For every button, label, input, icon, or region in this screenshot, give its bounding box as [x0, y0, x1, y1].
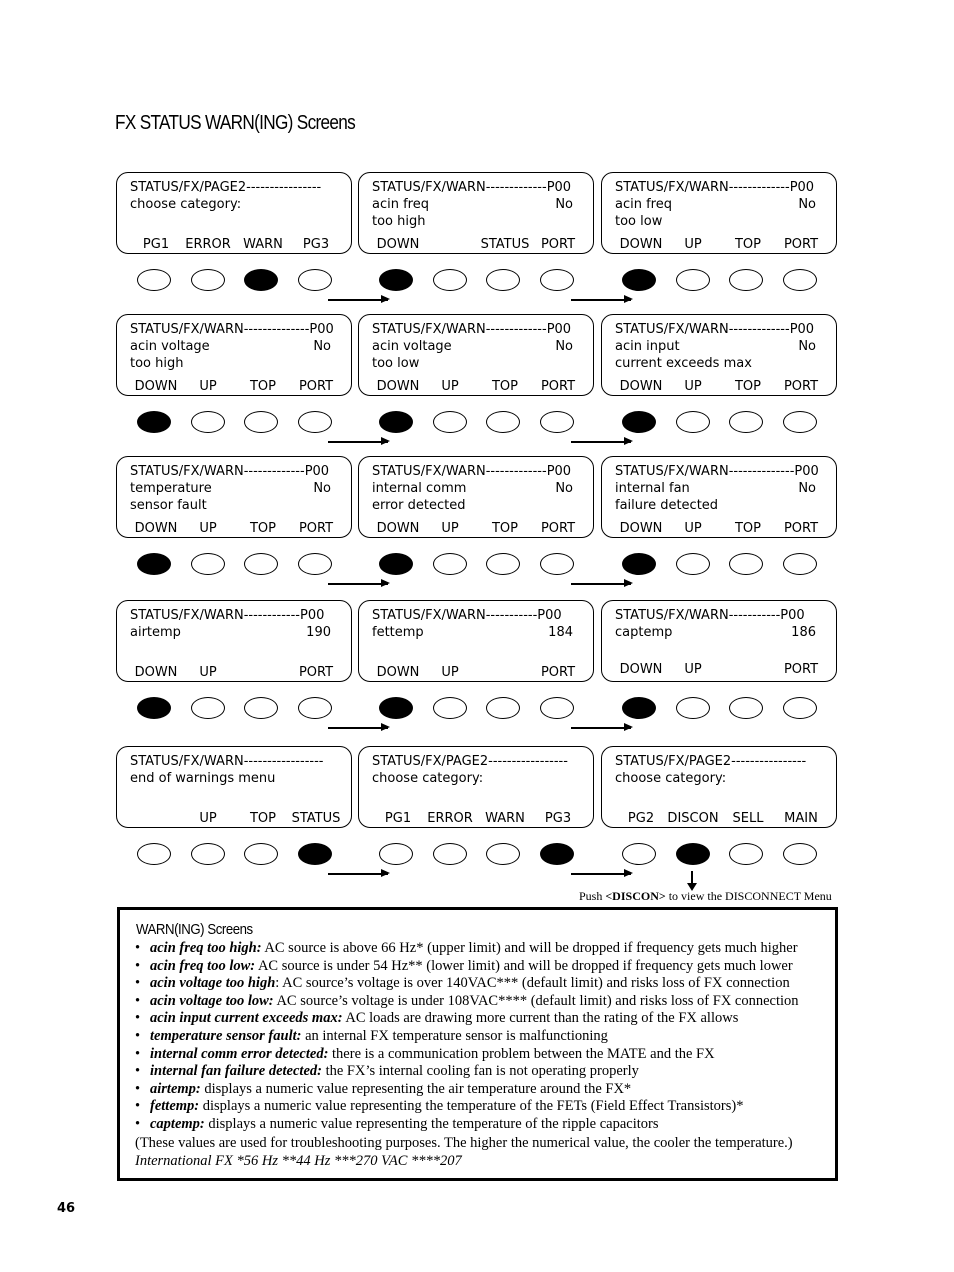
- soft-key-button-3[interactable]: [486, 843, 520, 865]
- soft-key-button-4[interactable]: [783, 269, 817, 291]
- right-arrow-icon: [571, 583, 631, 585]
- notes-item: [135, 1028, 799, 1046]
- screen-line-1: STATUS/FX/WARN------------P00: [130, 608, 325, 623]
- screen-line-3: error detected: [372, 498, 466, 513]
- right-arrow-icon: [328, 873, 388, 875]
- soft-key-label: PORT: [540, 237, 576, 252]
- right-arrow-icon: [571, 441, 631, 443]
- screen-line-3: too high: [372, 214, 426, 229]
- soft-key-button-4[interactable]: [540, 843, 574, 865]
- lcd-screen: [116, 600, 352, 682]
- soft-key-label: WARN: [243, 237, 283, 252]
- soft-key-button-3[interactable]: [244, 269, 278, 291]
- notes-item: [135, 958, 799, 976]
- soft-key-button-1[interactable]: [137, 411, 171, 433]
- notes-international: International FX *56 Hz **44 Hz ***270 VAC ****207: [135, 1153, 462, 1169]
- soft-key-label: PG3: [544, 811, 572, 826]
- soft-key-button-1[interactable]: [137, 553, 171, 575]
- right-arrow-icon: [571, 727, 631, 729]
- soft-key-button-3[interactable]: [486, 553, 520, 575]
- screen-line-1: STATUS/FX/WARN-----------P00: [372, 608, 562, 623]
- soft-key-label: DOWN: [134, 665, 178, 680]
- soft-key-button-1[interactable]: [622, 269, 656, 291]
- notes-item: [135, 940, 799, 958]
- lcd-screen: [601, 456, 837, 538]
- soft-key-button-4[interactable]: [783, 697, 817, 719]
- lcd-screen: [358, 314, 594, 396]
- soft-key-label: PORT: [540, 379, 576, 394]
- soft-key-label: PORT: [783, 237, 819, 252]
- soft-key-button-2[interactable]: [433, 269, 467, 291]
- screen-line-1: STATUS/FX/WARN-------------P00: [130, 464, 330, 479]
- soft-key-label: TOP: [249, 521, 277, 536]
- soft-key-label: DOWN: [134, 521, 178, 536]
- soft-key-button-4[interactable]: [540, 269, 574, 291]
- notes-item-text: AC loads are drawing more current than the rating of the FX allows: [342, 1010, 739, 1027]
- soft-key-button-2[interactable]: [433, 553, 467, 575]
- soft-key-label: UP: [199, 521, 217, 536]
- screen-line-1: STATUS/FX/WARN-----------P00: [615, 608, 805, 623]
- notes-item: [135, 1098, 799, 1116]
- soft-key-label: PORT: [298, 379, 334, 394]
- right-arrow-icon: [571, 873, 631, 875]
- soft-key-button-2[interactable]: [433, 411, 467, 433]
- screen-line-3: failure detected: [615, 498, 719, 513]
- notes-list: [135, 940, 799, 1134]
- soft-key-label: PG2: [627, 811, 655, 826]
- soft-key-button-3[interactable]: [729, 843, 763, 865]
- screen-value: No: [798, 339, 816, 354]
- lcd-screen: [358, 172, 594, 254]
- soft-key-label: TOP: [491, 521, 519, 536]
- soft-key-label: UP: [684, 662, 702, 677]
- soft-key-label: ERROR: [427, 811, 473, 826]
- soft-key-label: DOWN: [376, 665, 420, 680]
- soft-key-button-3[interactable]: [729, 553, 763, 575]
- soft-key-label: PG1: [142, 237, 170, 252]
- soft-key-button-2[interactable]: [676, 269, 710, 291]
- screen-value: No: [555, 197, 573, 212]
- screen-line-2: temperature: [130, 481, 212, 496]
- soft-key-button-2[interactable]: [676, 553, 710, 575]
- soft-key-button-3[interactable]: [244, 697, 278, 719]
- screen-line-2: airtemp: [130, 625, 181, 640]
- screen-line-2: acin voltage: [372, 339, 452, 354]
- screen-line-1: STATUS/FX/WARN--------------P00: [130, 322, 334, 337]
- screen-line-3: too low: [372, 356, 420, 371]
- soft-key-button-1[interactable]: [622, 553, 656, 575]
- soft-key-button-1[interactable]: [137, 843, 171, 865]
- soft-key-button-1[interactable]: [379, 553, 413, 575]
- soft-key-button-3[interactable]: [729, 269, 763, 291]
- screen-line-3: too low: [615, 214, 663, 229]
- screen-line-1: STATUS/FX/WARN-------------P00: [372, 322, 572, 337]
- screen-value: No: [798, 481, 816, 496]
- screen-value: 184: [548, 625, 573, 640]
- soft-key-button-1[interactable]: [622, 843, 656, 865]
- lcd-screen: [601, 600, 837, 682]
- soft-key-label: PORT: [298, 521, 334, 536]
- soft-key-label: UP: [684, 379, 702, 394]
- soft-key-button-1[interactable]: [379, 411, 413, 433]
- soft-key-button-2[interactable]: [191, 269, 225, 291]
- soft-key-button-3[interactable]: [486, 697, 520, 719]
- soft-key-button-4[interactable]: [783, 843, 817, 865]
- soft-key-button-3[interactable]: [244, 411, 278, 433]
- notes-item-term: acin freq too low:: [150, 957, 256, 974]
- right-arrow-icon: [328, 583, 388, 585]
- soft-key-label: DOWN: [134, 379, 178, 394]
- lcd-screen: [358, 456, 594, 538]
- notes-item: [135, 1046, 799, 1064]
- notes-item: [135, 1081, 799, 1099]
- notes-item-term: internal fan failure detected:: [150, 1063, 322, 1080]
- lcd-screen: [116, 746, 352, 828]
- screen-line-1: STATUS/FX/WARN--------------P00: [615, 464, 819, 479]
- lcd-screen: [601, 746, 837, 828]
- lcd-screen: [601, 172, 837, 254]
- soft-key-button-2[interactable]: [191, 553, 225, 575]
- down-arrow-icon: [691, 871, 693, 885]
- screen-line-3: sensor fault: [130, 498, 207, 513]
- soft-key-label: DOWN: [376, 237, 420, 252]
- soft-key-label: TOP: [734, 379, 762, 394]
- notes-title: WARN(ING) Screens: [136, 921, 253, 938]
- soft-key-label: ERROR: [185, 237, 231, 252]
- soft-key-label: DOWN: [619, 379, 663, 394]
- soft-key-label: DOWN: [619, 237, 663, 252]
- screen-line-2: acin voltage: [130, 339, 210, 354]
- page-title: FX STATUS WARN(ING) Screens: [115, 112, 356, 134]
- soft-key-button-4[interactable]: [540, 553, 574, 575]
- soft-key-label: DOWN: [376, 379, 420, 394]
- soft-key-label: UP: [441, 521, 459, 536]
- soft-key-button-4[interactable]: [298, 843, 332, 865]
- soft-key-button-1[interactable]: [379, 697, 413, 719]
- soft-key-button-2[interactable]: [676, 411, 710, 433]
- soft-key-label: PG1: [384, 811, 412, 826]
- soft-key-label: UP: [199, 665, 217, 680]
- soft-key-button-3[interactable]: [244, 843, 278, 865]
- soft-key-button-2[interactable]: [433, 697, 467, 719]
- lcd-screen: [116, 314, 352, 396]
- lcd-screen: [601, 314, 837, 396]
- soft-key-button-3[interactable]: [486, 269, 520, 291]
- soft-key-label: SELL: [732, 811, 764, 826]
- lcd-screen: [116, 172, 352, 254]
- screen-value: 186: [791, 625, 816, 640]
- screen-line-2: choose category:: [372, 771, 484, 786]
- notes-item-text: displays a numeric value representing the temperature of the ripple capacitors: [204, 1115, 659, 1132]
- screen-value: No: [313, 339, 331, 354]
- screen-line-2: internal comm: [372, 481, 467, 496]
- screen-line-1: STATUS/FX/WARN-------------P00: [615, 322, 815, 337]
- notes-item: [135, 1116, 799, 1134]
- soft-key-label: PG3: [302, 237, 330, 252]
- screen-value: 190: [306, 625, 331, 640]
- soft-key-button-1[interactable]: [137, 697, 171, 719]
- soft-key-label: MAIN: [784, 811, 818, 826]
- screen-line-3: current exceeds max: [615, 356, 752, 371]
- soft-key-label: TOP: [734, 237, 762, 252]
- right-arrow-icon: [571, 299, 631, 301]
- soft-key-label: PORT: [783, 662, 819, 677]
- screen-line-2: end of warnings menu: [130, 771, 276, 786]
- soft-key-label: PORT: [783, 379, 819, 394]
- notes-item: [135, 993, 799, 1011]
- discon-note-prefix: Push: [579, 889, 606, 903]
- soft-key-button-4[interactable]: [783, 411, 817, 433]
- soft-key-label: TOP: [491, 379, 519, 394]
- screen-line-2: choose category:: [130, 197, 242, 212]
- soft-key-button-1[interactable]: [379, 269, 413, 291]
- lcd-screen: [358, 746, 594, 828]
- lcd-screen: [116, 456, 352, 538]
- notes-item-text: displays a numeric value representing the temperature of the FETs (Field Effect Transistors)*: [199, 1098, 744, 1115]
- soft-key-label: STATUS: [291, 811, 341, 826]
- soft-key-label: UP: [441, 665, 459, 680]
- soft-key-button-4[interactable]: [540, 697, 574, 719]
- discon-note-suffix: to view the DISCONNECT Menu: [665, 889, 832, 903]
- right-arrow-icon: [328, 441, 388, 443]
- warnings-notes-box: [117, 907, 838, 1181]
- soft-key-button-2[interactable]: [433, 843, 467, 865]
- notes-item-text: an internal FX temperature sensor is malfunctioning: [301, 1027, 608, 1044]
- notes-item-text: : AC source’s voltage is over 140VAC*** (default limit) and risks loss of FX connection: [275, 975, 790, 992]
- notes-item-text: AC source is under 54 Hz** (lower limit) and will be dropped if frequency gets much lower: [255, 957, 793, 974]
- page-number: 46: [57, 1201, 76, 1216]
- notes-item-text: AC source’s voltage is under 108VAC**** (default limit) and risks loss of FX connection: [273, 992, 799, 1009]
- notes-item-term: internal comm error detected:: [150, 1045, 329, 1062]
- notes-item-term: captemp:: [150, 1115, 205, 1132]
- soft-key-button-2[interactable]: [676, 843, 710, 865]
- soft-key-label: UP: [684, 521, 702, 536]
- soft-key-label: STATUS: [480, 237, 530, 252]
- soft-key-button-4[interactable]: [298, 269, 332, 291]
- soft-key-button-1[interactable]: [137, 269, 171, 291]
- soft-key-label: DOWN: [619, 521, 663, 536]
- notes-item-term: acin voltage too low:: [150, 992, 274, 1009]
- soft-key-button-4[interactable]: [540, 411, 574, 433]
- screen-line-1: STATUS/FX/WARN-----------------: [130, 754, 324, 769]
- screen-value: No: [555, 481, 573, 496]
- soft-key-button-2[interactable]: [191, 697, 225, 719]
- soft-key-label: DOWN: [376, 521, 420, 536]
- soft-key-button-4[interactable]: [783, 553, 817, 575]
- soft-key-button-2[interactable]: [191, 843, 225, 865]
- lcd-screen: [358, 600, 594, 682]
- soft-key-button-1[interactable]: [379, 843, 413, 865]
- notes-item-term: temperature sensor fault:: [150, 1027, 302, 1044]
- soft-key-button-1[interactable]: [622, 411, 656, 433]
- screen-line-2: acin freq: [372, 197, 429, 212]
- soft-key-button-3[interactable]: [244, 553, 278, 575]
- screen-line-1: STATUS/FX/PAGE2-----------------: [372, 754, 568, 769]
- notes-item-term: acin input current exceeds max:: [150, 1010, 343, 1027]
- soft-key-button-3[interactable]: [729, 697, 763, 719]
- screen-line-1: STATUS/FX/WARN-------------P00: [615, 180, 815, 195]
- screen-line-3: too high: [130, 356, 184, 371]
- screen-line-1: STATUS/FX/WARN-------------P00: [372, 180, 572, 195]
- notes-item-term: acin freq too high:: [150, 940, 262, 956]
- notes-item-term: fettemp:: [150, 1098, 200, 1115]
- soft-key-label: PORT: [540, 521, 576, 536]
- notes-footer: (These values are used for troubleshooting purposes. The higher the numerical value, the cooler the temperature.): [135, 1135, 793, 1151]
- discon-note-key: <DISCON>: [605, 889, 666, 903]
- soft-key-button-2[interactable]: [676, 697, 710, 719]
- screen-line-2: fettemp: [372, 625, 424, 640]
- right-arrow-icon: [328, 299, 388, 301]
- soft-key-button-1[interactable]: [622, 697, 656, 719]
- soft-key-button-4[interactable]: [298, 553, 332, 575]
- soft-key-label: UP: [441, 379, 459, 394]
- notes-item-text: there is a communication problem between the MATE and the FX: [328, 1045, 715, 1062]
- soft-key-label: WARN: [485, 811, 525, 826]
- screen-line-1: STATUS/FX/WARN-------------P00: [372, 464, 572, 479]
- notes-item-term: airtemp:: [150, 1080, 201, 1097]
- screen-value: No: [313, 481, 331, 496]
- screen-line-2: internal fan: [615, 481, 690, 496]
- notes-item: [135, 1063, 799, 1081]
- soft-key-label: UP: [199, 811, 217, 826]
- soft-key-button-3[interactable]: [486, 411, 520, 433]
- notes-item-text: the FX’s internal cooling fan is not operating properly: [321, 1063, 639, 1080]
- soft-key-label: PORT: [540, 665, 576, 680]
- soft-key-label: DOWN: [619, 662, 663, 677]
- soft-key-label: DISCON: [667, 811, 719, 826]
- screen-value: No: [555, 339, 573, 354]
- soft-key-button-2[interactable]: [191, 411, 225, 433]
- screen-line-2: acin input: [615, 339, 680, 354]
- screen-line-2: choose category:: [615, 771, 727, 786]
- screen-line-2: captemp: [615, 625, 673, 640]
- soft-key-button-4[interactable]: [298, 697, 332, 719]
- soft-key-button-3[interactable]: [729, 411, 763, 433]
- notes-item-term: acin voltage too high: [150, 975, 276, 992]
- soft-key-label: TOP: [734, 521, 762, 536]
- soft-key-label: UP: [684, 237, 702, 252]
- screen-line-2: acin freq: [615, 197, 672, 212]
- soft-key-label: TOP: [249, 379, 277, 394]
- notes-item: [135, 975, 799, 993]
- soft-key-label: PORT: [298, 665, 334, 680]
- screen-line-1: STATUS/FX/PAGE2----------------: [130, 180, 322, 195]
- discon-note: [579, 889, 832, 904]
- soft-key-label: PORT: [783, 521, 819, 536]
- screen-line-1: STATUS/FX/PAGE2----------------: [615, 754, 807, 769]
- right-arrow-icon: [328, 727, 388, 729]
- soft-key-button-4[interactable]: [298, 411, 332, 433]
- soft-key-label: TOP: [249, 811, 277, 826]
- notes-item: [135, 1010, 799, 1028]
- screen-value: No: [798, 197, 816, 212]
- notes-item-text: displays a numeric value representing the air temperature around the FX*: [200, 1080, 632, 1097]
- notes-item-text: AC source is above 66 Hz* (upper limit) and will be dropped if frequency gets much higher: [261, 940, 798, 956]
- soft-key-label: UP: [199, 379, 217, 394]
